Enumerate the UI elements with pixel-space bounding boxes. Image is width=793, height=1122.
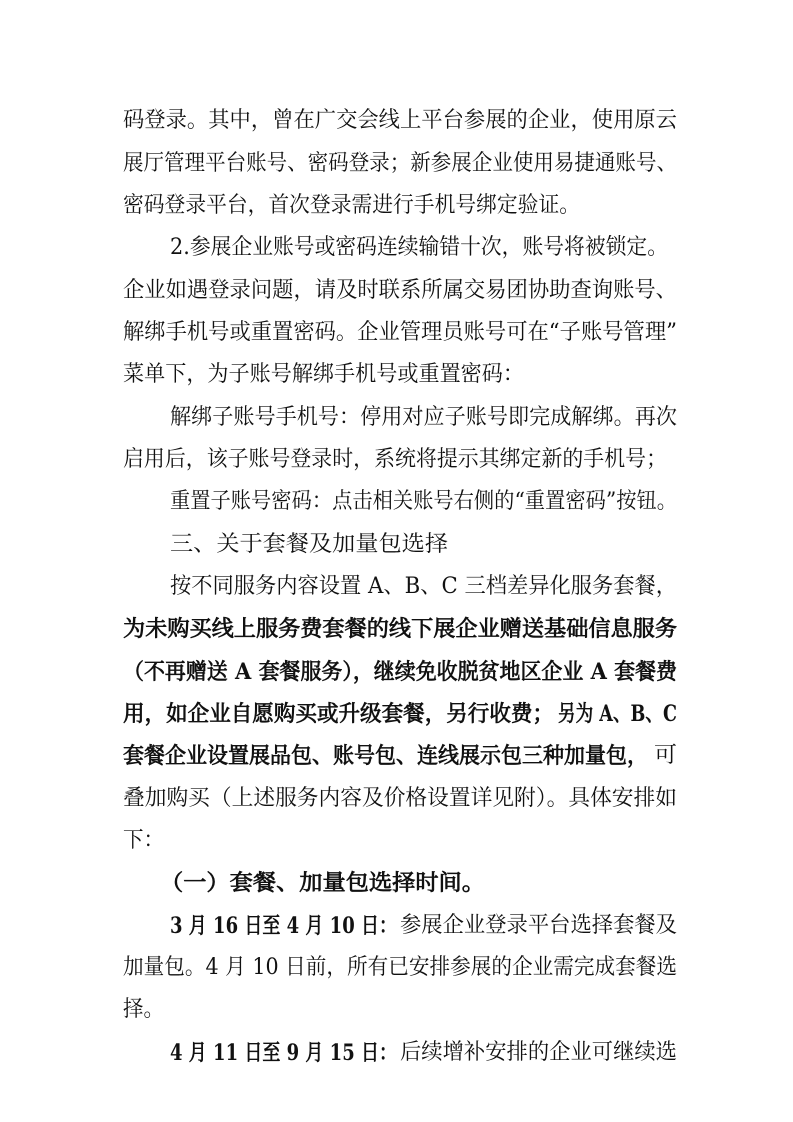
bold-text-segment: 4 月 11 日至 9 月 15 日： [170, 1040, 397, 1066]
bold-text-segment: 套餐企业设置展品包、账号包、连线展示包三种加量包， [123, 743, 648, 769]
text-segment: 择。 [123, 997, 164, 1022]
text-segment: 码登录。其中，曾在广交会线上平台参展的企业，使用原云 [123, 108, 677, 133]
bold-text-segment: （一）套餐、加量包选择时间。 [160, 870, 486, 896]
text-segment: 解绑子账号手机号：停用对应子账号即完成解绑。再次 [170, 405, 677, 430]
text-line [0, 353, 793, 397]
bold-text-segment: （不再赠送 A 套餐服务），继续免收脱贫地区企业 A 套餐费 [123, 659, 677, 685]
text-line [0, 269, 793, 313]
text-line [0, 607, 793, 651]
text-line [0, 480, 793, 524]
text-line [0, 650, 793, 694]
text-segment: 参展企业登录平台选择套餐及 [400, 913, 677, 938]
text-line [0, 565, 793, 609]
bold-text-segment: 用，如企业自愿购买或升级套餐，另行收费； [123, 701, 554, 727]
text-line [0, 396, 793, 440]
text-segment: 重置子账号密码：点击相关账号右侧的“重置密码”按钮。 [170, 489, 677, 514]
section-heading [0, 523, 793, 567]
text-segment: 可 [654, 743, 677, 768]
text-line [0, 142, 793, 186]
text-segment: 加量包。4 月 10 日前，所有已安排参展的企业需完成套餐选 [123, 955, 677, 980]
text-segment: 按不同服务内容设置 A、B、C 三档差异化服务套餐， [170, 574, 677, 599]
text-segment: 解绑手机号或重置密码。企业管理员账号可在“子账号管理” [123, 320, 677, 345]
text-segment: 展厅管理平台账号、密码登录；新参展企业使用易捷通账号、 [123, 151, 677, 176]
text-segment: 菜单下，为子账号解绑手机号或重置密码： [123, 362, 524, 387]
text-line [0, 438, 793, 482]
text-segment: 2.参展企业账号或密码连续输错十次，账号将被锁定。 [170, 235, 668, 260]
text-line [0, 99, 793, 143]
bold-text-segment: 为未购买线上服务费套餐的线下展企业赠送基础信息服务 [123, 616, 677, 642]
text-segment: 下： [123, 828, 164, 853]
text-line [0, 777, 793, 821]
text-line [0, 819, 793, 863]
subsection-heading [0, 861, 793, 905]
text-line [0, 734, 793, 778]
text-line [0, 1031, 793, 1075]
text-line [0, 988, 793, 1032]
text-line [0, 226, 793, 270]
text-line [0, 692, 793, 736]
text-line [0, 946, 793, 990]
text-line [0, 311, 793, 355]
text-segment: 三、关于套餐及加量包选择 [170, 532, 448, 557]
text-segment: 企业如遇登录问题，请及时联系所属交易团协助查询账号、 [123, 278, 677, 303]
text-line [0, 904, 793, 948]
bold-text-segment: 另为 A、B、C [558, 701, 677, 727]
text-segment: 后续增补安排的企业可继续选 [400, 1040, 677, 1065]
text-segment: 密码登录平台，首次登录需进行手机号绑定验证。 [123, 193, 580, 218]
text-line [0, 184, 793, 228]
bold-text-segment: 3 月 16 日至 4 月 10 日： [170, 913, 397, 939]
text-segment: 启用后，该子账号登录时，系统将提示其绑定新的手机号； [123, 447, 667, 472]
text-segment: 叠加购买（上述服务内容及价格设置详见附）。具体安排如 [123, 786, 677, 811]
